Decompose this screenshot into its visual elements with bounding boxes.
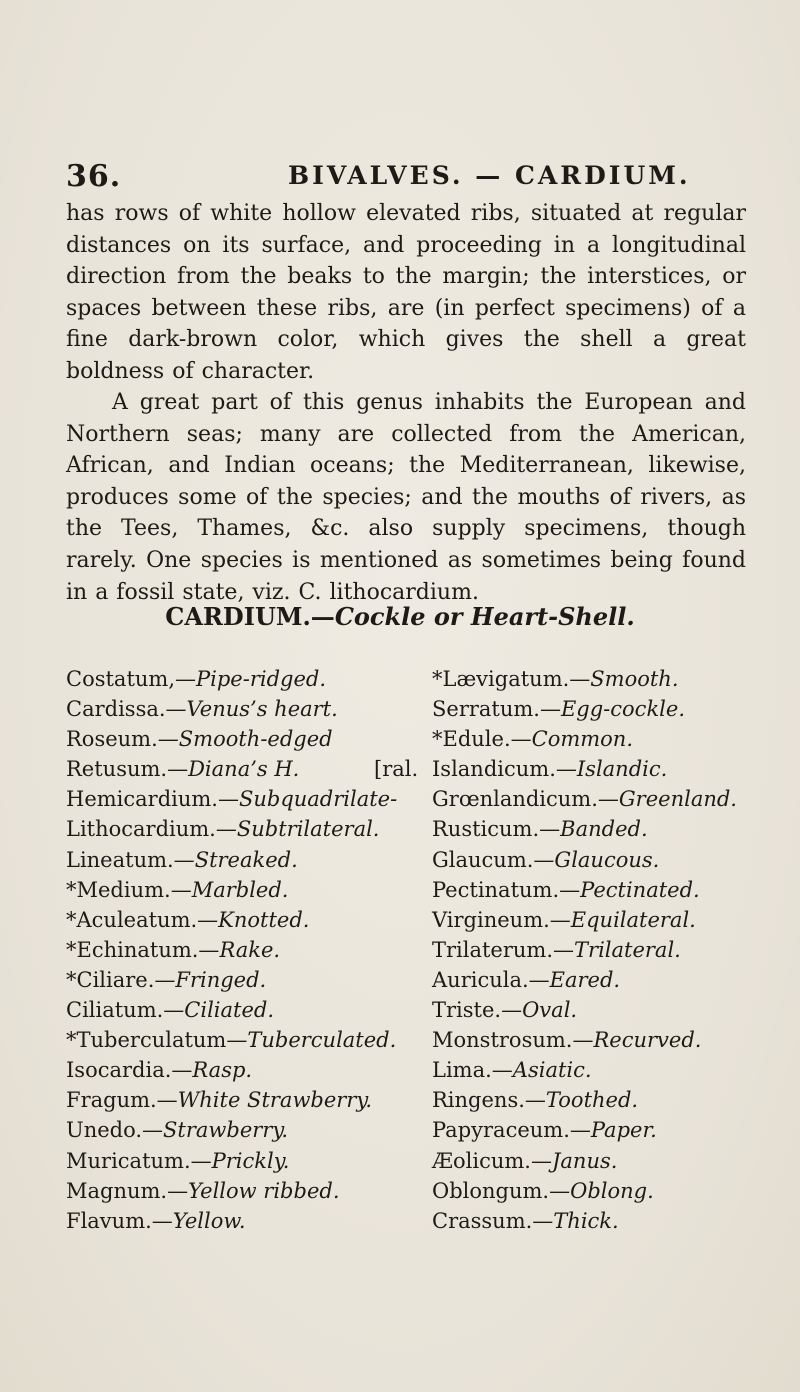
- species-name: Magnum.—: [66, 1178, 189, 1203]
- species-common-name: Janus.: [551, 1148, 618, 1173]
- species-common-name: Prickly.: [211, 1148, 290, 1173]
- species-name: Triste.—: [432, 998, 523, 1023]
- species-name: Trilaterum.—: [432, 937, 575, 962]
- species-common-name: Strawberry.: [163, 1118, 289, 1143]
- species-common-name: Oval.: [522, 998, 578, 1023]
- species-common-name: Yellow.: [172, 1208, 246, 1233]
- species-common-name: Marbled.: [191, 877, 289, 902]
- species-entry: [432, 845, 762, 875]
- species-entry: [66, 754, 428, 784]
- species-name: Grœnlandicum.—: [432, 787, 619, 812]
- species-entry: [66, 1115, 428, 1145]
- species-common-name: Diana’s H.: [188, 757, 300, 782]
- species-name: Islandicum.—: [432, 757, 577, 782]
- species-name: *Aculeatum.—: [66, 907, 219, 932]
- species-entry: [432, 784, 762, 814]
- species-entry: [66, 1055, 428, 1085]
- species-entry: [432, 875, 762, 905]
- species-entry: [432, 1176, 762, 1206]
- paragraph-habitat: A great part of this genus inhabits the European and Northern seas; many are collected from the American, African, and Indian oceans; the Mediterranean, likewise, produces some of the species; and the mouths of rivers, as the Tees, Thames, &c. also supply specimens, though rarely. One species is mentioned as sometimes being found in a fossil state, viz. C. lithocardium.: [66, 390, 746, 605]
- species-name: Flavum.—: [66, 1208, 173, 1233]
- species-common-name: Thick.: [553, 1208, 619, 1233]
- species-entry: [66, 965, 428, 995]
- species-common-name: Rasp.: [192, 1058, 253, 1083]
- species-common-name: Toothed.: [545, 1088, 639, 1113]
- species-common-name: Streaked.: [194, 847, 298, 872]
- species-entry: [66, 664, 428, 694]
- species-name: Unedo.—: [66, 1118, 164, 1143]
- species-common-name: Smooth.: [590, 667, 679, 691]
- species-name: Fragum.—: [66, 1088, 178, 1113]
- species-entry: [66, 1176, 428, 1206]
- species-entry: [432, 965, 762, 995]
- species-list-left: [66, 664, 428, 1236]
- section-title: [0, 602, 800, 631]
- species-common-name: Ciliated.: [184, 998, 275, 1023]
- species-name: Hemicardium.—: [66, 787, 239, 812]
- species-entry: [432, 814, 762, 844]
- species-entry: [432, 995, 762, 1025]
- species-entry: [432, 1055, 762, 1085]
- species-entry: [66, 1085, 428, 1115]
- species-name: Papyraceum.—: [432, 1118, 591, 1143]
- species-entry: [66, 935, 428, 965]
- species-entry: [66, 1206, 428, 1236]
- species-entry: [432, 1025, 762, 1055]
- species-name: Retusum.—: [66, 757, 189, 782]
- species-common-name: Rake.: [219, 937, 281, 962]
- species-entry: [432, 935, 762, 965]
- species-name: Cardissa.—: [66, 697, 187, 722]
- species-name: Ciliatum.—: [66, 998, 185, 1023]
- species-entry: [432, 1146, 762, 1176]
- species-name: *Tuberculatum—: [66, 1028, 248, 1053]
- species-name: *Ciliare.—: [66, 967, 176, 992]
- species-entry: [432, 724, 762, 754]
- page-header: [66, 159, 746, 199]
- species-common-name: Subquadrilate-: [238, 787, 398, 812]
- species-entry: [66, 1025, 428, 1055]
- species-name: Oblongum.—: [432, 1178, 571, 1203]
- species-name: Roseum.—: [66, 727, 179, 752]
- species-name: Virgineum.—: [432, 907, 571, 932]
- species-entry: [432, 1206, 762, 1236]
- species-common-name: Islandic.: [576, 757, 668, 782]
- section-title-genus: CARDIUM.—: [165, 602, 335, 631]
- species-entry: [432, 754, 762, 784]
- species-name: Ringens.—: [432, 1088, 546, 1113]
- species-name: Serratum.—: [432, 697, 561, 722]
- species-entry: [66, 784, 428, 814]
- species-entry: [66, 875, 428, 905]
- section-title-common-name: Cockle or Heart-Shell.: [334, 602, 635, 631]
- species-common-name: Greenland.: [618, 787, 737, 812]
- species-common-name: Recurved.: [593, 1028, 702, 1053]
- species-entry: [66, 724, 428, 754]
- species-entry: [66, 995, 428, 1025]
- species-common-name: Fringed.: [175, 967, 267, 992]
- species-entry: [432, 905, 762, 935]
- species-entry: [432, 694, 762, 724]
- species-name: *Medium.—: [66, 877, 192, 902]
- species-common-name: Glaucous.: [554, 847, 660, 872]
- species-name: *Lævigatum.—: [432, 667, 591, 691]
- species-list-right: [432, 664, 762, 1236]
- species-common-name: Tuberculated.: [247, 1028, 397, 1053]
- species-common-name: Egg-cockle.: [560, 697, 685, 722]
- species-name: *Edule.—: [432, 727, 532, 752]
- paragraph-ribs-description: has rows of white hollow elevated ribs, situated at regular distances on its surface, and proceeding in a longitudinal direction from the beaks to the margin; the interstices, or spaces between these ribs, are (in perfect specimens) of a fine dark-brown color, which gives the shell a great boldness of character.: [66, 201, 746, 384]
- species-common-name: Eared.: [549, 967, 621, 992]
- species-entry: [66, 845, 428, 875]
- species-name: Muricatum.—: [66, 1148, 212, 1173]
- species-common-name: Oblong.: [570, 1178, 654, 1203]
- species-entry: [432, 1085, 762, 1115]
- line-continuation: [ral.: [374, 757, 419, 782]
- species-name: *Echinatum.—: [66, 937, 220, 962]
- species-common-name: Subtrilateral.: [236, 817, 380, 842]
- species-name: Pectinatum.—: [432, 877, 581, 902]
- species-name: Auricula.—: [432, 967, 550, 992]
- species-name: Costatum,—: [66, 667, 196, 691]
- species-entry: [66, 905, 428, 935]
- species-name: Lima.—: [432, 1058, 513, 1083]
- species-name: Crassum.—: [432, 1208, 554, 1233]
- species-entry: [66, 814, 428, 844]
- species-entry: [66, 694, 428, 724]
- species-common-name: Asiatic.: [512, 1058, 592, 1083]
- species-common-name: Common.: [531, 727, 634, 752]
- species-name: Glaucum.—: [432, 847, 555, 872]
- species-entry: [432, 1115, 762, 1145]
- species-common-name: Trilateral.: [574, 937, 681, 962]
- running-head: BIVALVES. — CARDIUM.: [288, 161, 691, 190]
- species-name: Monstrosum.—: [432, 1028, 594, 1053]
- species-common-name: Knotted.: [218, 907, 310, 932]
- species-entry: [432, 664, 762, 694]
- species-common-name: Equilateral.: [570, 907, 696, 932]
- species-name: Lineatum.—: [66, 847, 195, 872]
- species-name: Lithocardium.—: [66, 817, 237, 842]
- species-common-name: White Strawberry.: [177, 1088, 373, 1113]
- page-number: 36.: [66, 159, 122, 194]
- species-name: Æolicum.—: [432, 1148, 552, 1173]
- species-common-name: Paper.: [590, 1118, 657, 1143]
- species-common-name: Banded.: [560, 817, 648, 842]
- species-entry: [66, 1146, 428, 1176]
- species-common-name: Yellow ribbed.: [188, 1178, 340, 1203]
- species-common-name: Pipe-ridged.: [196, 667, 326, 691]
- species-name: Rusticum.—: [432, 817, 561, 842]
- species-common-name: Pectinated.: [580, 877, 700, 902]
- species-common-name: Smooth-edged: [178, 727, 333, 752]
- species-common-name: Venus’s heart.: [186, 697, 338, 722]
- species-name: Isocardia.—: [66, 1058, 193, 1083]
